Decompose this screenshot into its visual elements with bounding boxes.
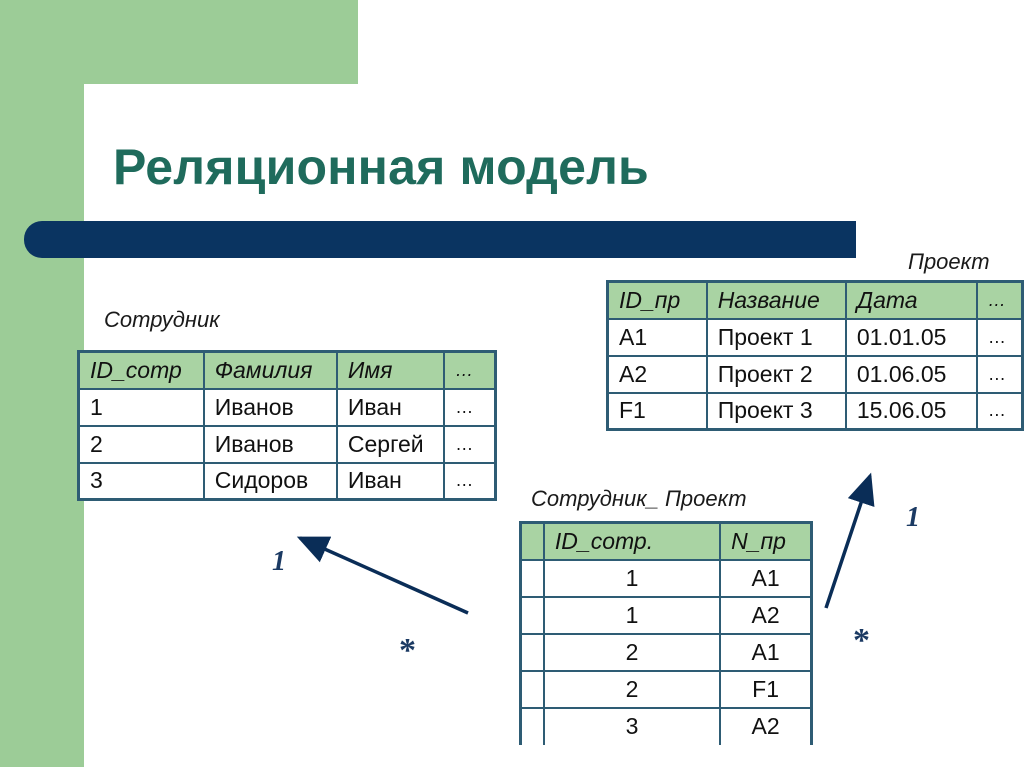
link-table bbox=[519, 521, 813, 745]
table-cell: Проект 2 bbox=[707, 356, 846, 393]
table-cell: 15.06.05 bbox=[846, 393, 977, 430]
table-cell: 1 bbox=[79, 389, 204, 426]
table-row bbox=[521, 671, 812, 708]
column-header: N_пр bbox=[720, 523, 811, 560]
table-cell: … bbox=[977, 393, 1023, 430]
column-header: ID_сотр. bbox=[544, 523, 720, 560]
table-row bbox=[608, 356, 1023, 393]
table-row bbox=[521, 597, 812, 634]
top-decor-block bbox=[0, 0, 358, 84]
title-underline-bar bbox=[24, 221, 856, 258]
table-row bbox=[521, 708, 812, 745]
row-indent-cell bbox=[521, 671, 544, 708]
table-cell: … bbox=[444, 389, 495, 426]
table-cell: А2 bbox=[608, 356, 707, 393]
table-cell: А1 bbox=[608, 319, 707, 356]
table-row bbox=[79, 389, 496, 426]
cardinality-one-employee: 1 bbox=[272, 546, 286, 577]
table-cell: Проект 3 bbox=[707, 393, 846, 430]
column-header: Название bbox=[707, 282, 846, 319]
table-cell: А2 bbox=[720, 708, 811, 745]
table-cell: Иванов bbox=[204, 389, 337, 426]
table-cell: А1 bbox=[720, 634, 811, 671]
cardinality-many-project: * bbox=[853, 622, 870, 659]
table-cell: 2 bbox=[544, 634, 720, 671]
table-cell: Сидоров bbox=[204, 463, 337, 500]
page-title: Реляционная модель bbox=[113, 139, 649, 195]
table-row bbox=[79, 463, 496, 500]
table-cell: … bbox=[444, 463, 495, 500]
table-cell: 1 bbox=[544, 597, 720, 634]
table-cell: … bbox=[977, 356, 1023, 393]
column-header: ID_сотр bbox=[79, 352, 204, 389]
table-cell: Проект 1 bbox=[707, 319, 846, 356]
cardinality-one-project: 1 bbox=[906, 502, 920, 533]
table-header-row bbox=[521, 523, 812, 560]
table-row bbox=[521, 634, 812, 671]
table-row bbox=[521, 560, 812, 597]
table-row bbox=[79, 426, 496, 463]
table-cell: F1 bbox=[608, 393, 707, 430]
row-indent-cell bbox=[521, 560, 544, 597]
table-cell: F1 bbox=[720, 671, 811, 708]
employee-table bbox=[77, 350, 497, 501]
side-decor-strip bbox=[0, 0, 84, 767]
column-header: … bbox=[977, 282, 1023, 319]
row-indent-cell bbox=[521, 597, 544, 634]
table-cell: Иван bbox=[337, 463, 444, 500]
table-row bbox=[608, 393, 1023, 430]
column-header: … bbox=[444, 352, 495, 389]
project-table-caption: Проект bbox=[908, 249, 990, 274]
cardinality-many-employee: * bbox=[399, 632, 416, 669]
employee-table-caption: Сотрудник bbox=[104, 307, 220, 332]
column-header: ID_пр bbox=[608, 282, 707, 319]
table-header-row bbox=[608, 282, 1023, 319]
row-indent-cell bbox=[521, 523, 544, 560]
row-indent-cell bbox=[521, 634, 544, 671]
table-cell: … bbox=[977, 319, 1023, 356]
table-row bbox=[608, 319, 1023, 356]
table-cell: Иван bbox=[337, 389, 444, 426]
table-cell: 01.01.05 bbox=[846, 319, 977, 356]
column-header: Имя bbox=[337, 352, 444, 389]
table-cell: 01.06.05 bbox=[846, 356, 977, 393]
table-cell: 2 bbox=[544, 671, 720, 708]
column-header: Фамилия bbox=[204, 352, 337, 389]
table-header-row bbox=[79, 352, 496, 389]
link-table-caption: Сотрудник_ Проект bbox=[531, 486, 747, 511]
table-cell: А2 bbox=[720, 597, 811, 634]
table-cell: 3 bbox=[79, 463, 204, 500]
table-cell: А1 bbox=[720, 560, 811, 597]
table-cell: 3 bbox=[544, 708, 720, 745]
table-cell: Сергей bbox=[337, 426, 444, 463]
table-cell: 2 bbox=[79, 426, 204, 463]
table-cell: 1 bbox=[544, 560, 720, 597]
row-indent-cell bbox=[521, 708, 544, 745]
project-table bbox=[606, 280, 1024, 431]
column-header: Дата bbox=[846, 282, 977, 319]
table-cell: Иванов bbox=[204, 426, 337, 463]
table-cell: … bbox=[444, 426, 495, 463]
